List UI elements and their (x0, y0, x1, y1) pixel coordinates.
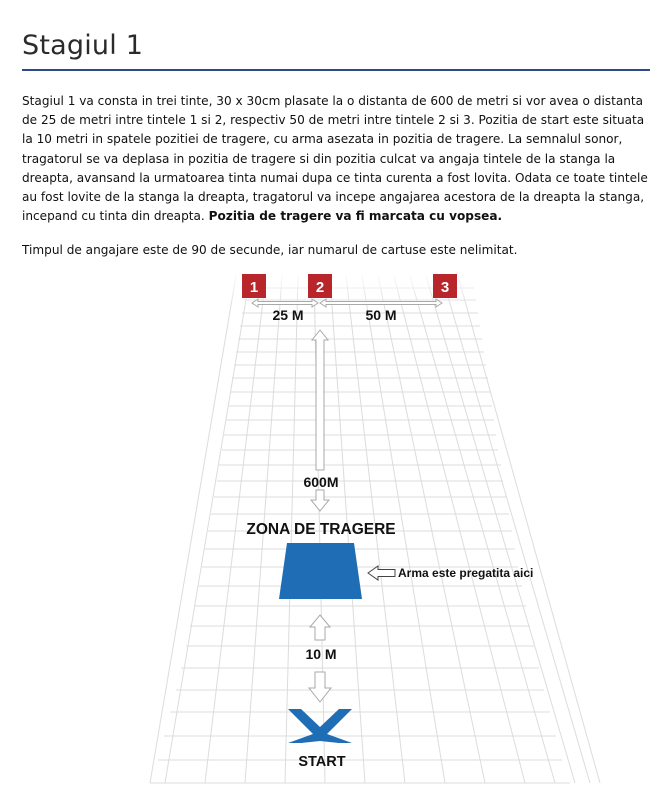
distance-label-2-3: 50 M (365, 307, 397, 323)
title-underline (22, 69, 650, 71)
target-2-number: 2 (315, 279, 325, 296)
target-3-number: 3 (440, 279, 450, 296)
range-diagram (0, 262, 661, 800)
start-marker (288, 709, 352, 743)
time-note: Timpul de angajare este de 90 de secunde, iar numarul de cartuse este nelimitat. (22, 243, 518, 257)
description-paragraph (22, 92, 652, 226)
target-1 (242, 274, 266, 298)
page-title: Stagiul 1 (22, 30, 144, 61)
description-bold-note: Pozitia de tragere va fi marcata cu vopsea. (208, 209, 503, 224)
target-3 (433, 274, 457, 298)
distance-label-to-start: 10 M (305, 646, 337, 662)
firing-zone-label: ZONA DE TRAGERE (246, 521, 396, 538)
target-2 (308, 274, 332, 298)
start-label: START (298, 754, 346, 770)
firing-zone (279, 543, 362, 599)
target-1-number: 1 (249, 279, 259, 296)
distance-label-1-2: 25 M (272, 307, 304, 323)
weapon-note: Arma este pregatita aici (398, 566, 534, 580)
description-text: Stagiul 1 va consta in trei tinte, 30 x 30cm plasate la o distanta de 600 de metri si vor avea o distanta de 25 de metri intre tintele 1 si 2, respectiv 50 de metri intre tintele 2 si 3. Pozitia de start este situata la 10 metri in spatele pozitiei de tragere, cu arma asezata in pozitia de tragere. La semnalul sonor, tragatorul se va deplasa in pozitia de tragere si din pozitia culcat va angaja tintele de la stanga la dreapta, avansand la urmatoarea tinta numai dupa ce tinta curenta a fost lovita. Odata ce toate tintele au fost lovite de la stanga la dreapta, tragatorul va incepe angajarea acestora de la dreapta la stanga, incepand cu tinta din dreapta. (22, 94, 648, 224)
distance-label-to-targets: 600M (303, 474, 339, 490)
